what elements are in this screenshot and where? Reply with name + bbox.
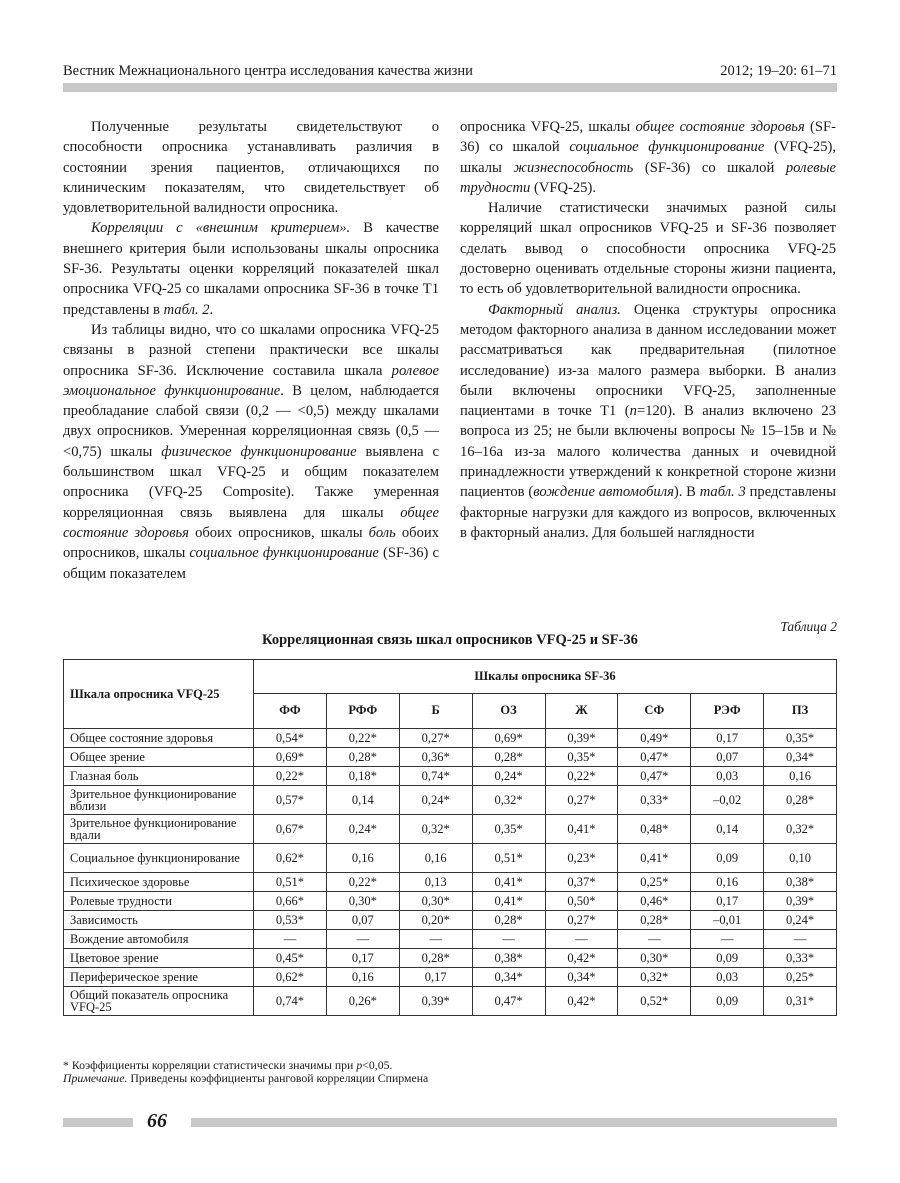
table-label: Таблица 2: [780, 619, 837, 634]
value-cell: 0,10: [764, 844, 837, 873]
row-header-cell: Шкала опросника VFQ-25: [64, 660, 254, 729]
row-name-cell: Цветовое зрение: [64, 949, 254, 968]
value-cell: 0,41*: [618, 844, 691, 873]
value-cell: 0,17: [691, 729, 764, 748]
table-reference: табл. 2: [163, 301, 210, 318]
value-cell: 0,24*: [399, 786, 472, 815]
value-cell: 0,22*: [326, 729, 399, 748]
value-cell: 0,22*: [326, 873, 399, 892]
row-name-cell: Общий показатель опросника VFQ-25: [64, 987, 254, 1016]
value-cell: 0,47*: [472, 987, 545, 1016]
value-cell: 0,25*: [618, 873, 691, 892]
value-cell: 0,07: [691, 748, 764, 767]
value-cell: 0,41*: [472, 892, 545, 911]
value-cell: 0,35*: [472, 815, 545, 844]
value-cell: 0,42*: [545, 987, 618, 1016]
value-cell: 0,20*: [399, 911, 472, 930]
header-rule: [63, 83, 837, 92]
value-cell: 0,27*: [545, 911, 618, 930]
value-cell: 0,18*: [326, 767, 399, 786]
value-cell: —: [691, 930, 764, 949]
value-cell: 0,62*: [254, 844, 327, 873]
value-cell: 0,30*: [326, 892, 399, 911]
column-header: ПЗ: [764, 693, 837, 728]
value-cell: 0,51*: [472, 844, 545, 873]
value-cell: 0,28*: [764, 786, 837, 815]
row-name-cell: Зрительное функционирование вблизи: [64, 786, 254, 815]
value-cell: —: [472, 930, 545, 949]
value-cell: 0,38*: [764, 873, 837, 892]
running-header: [63, 60, 837, 80]
value-cell: 0,35*: [545, 748, 618, 767]
value-cell: 0,16: [326, 968, 399, 987]
table-row: [64, 815, 837, 844]
value-cell: 0,67*: [254, 815, 327, 844]
value-cell: 0,41*: [472, 873, 545, 892]
value-cell: 0,17: [691, 892, 764, 911]
value-cell: 0,16: [691, 873, 764, 892]
value-cell: 0,74*: [254, 987, 327, 1016]
value-cell: —: [618, 930, 691, 949]
footer-rule-right: [191, 1118, 837, 1127]
table-row: [64, 729, 837, 748]
value-cell: 0,03: [691, 767, 764, 786]
value-cell: 0,23*: [545, 844, 618, 873]
value-cell: 0,74*: [399, 767, 472, 786]
table-row: [64, 968, 837, 987]
column-header: РФФ: [326, 693, 399, 728]
row-name-cell: Периферическое зрение: [64, 968, 254, 987]
paragraph: Факторный анализ. Оценка структуры опросника методом факторного анализа в данном исследовании может рассматриваться как предварительная (пилотное исследование) из-за малого размера выборки. В анализ были включены опросники VFQ-25, заполненные пациентами в точке Т1 (n=120). В анализ включено 23 вопроса из 25; не были включены вопросы № 15–15в и № 16–16а из-за малого количества данных и очевидной принадлежности утверждений к конкретной стороне жизни пациентов (вождение автомобиля). В табл. 3 представлены факторные нагрузки для каждого из вопросов, включенных в факторный анализ. Для большей наглядности: [460, 301, 837, 541]
value-cell: 0,46*: [618, 892, 691, 911]
footnote: * Коэффициенты корреляции статистически значимы при p<0,05.: [63, 1058, 393, 1072]
value-cell: 0,32*: [472, 786, 545, 815]
value-cell: 0,03: [691, 968, 764, 987]
value-cell: 0,24*: [326, 815, 399, 844]
value-cell: 0,69*: [254, 748, 327, 767]
value-cell: 0,37*: [545, 873, 618, 892]
row-name-cell: Ролевые трудности: [64, 892, 254, 911]
value-cell: —: [254, 930, 327, 949]
value-cell: 0,33*: [764, 949, 837, 968]
value-cell: 0,50*: [545, 892, 618, 911]
value-cell: 0,09: [691, 949, 764, 968]
value-cell: 0,28*: [472, 748, 545, 767]
value-cell: 0,27*: [545, 786, 618, 815]
column-header: ОЗ: [472, 693, 545, 728]
value-cell: 0,32*: [618, 968, 691, 987]
value-cell: 0,32*: [764, 815, 837, 844]
row-name-cell: Психическое здоровье: [64, 873, 254, 892]
table-reference: табл. 3: [699, 484, 746, 501]
value-cell: 0,14: [691, 815, 764, 844]
value-cell: 0,48*: [618, 815, 691, 844]
value-cell: 0,13: [399, 873, 472, 892]
value-cell: 0,25*: [764, 968, 837, 987]
value-cell: 0,28*: [472, 911, 545, 930]
value-cell: 0,53*: [254, 911, 327, 930]
table-row: [64, 873, 837, 892]
table-notes: [63, 1059, 428, 1085]
paragraph: Наличие статистически значимых разной силы корреляций шкал опросников VFQ-25 и SF-36 позволяет сделать вывод о способности опросника VFQ-25 достоверно оценивать отдельные стороны жизни пациента, то есть об удовлетворительной валидности опросника.: [460, 200, 836, 298]
paragraph: Из таблицы видно, что со шкалами опросника VFQ-25 связаны в разной степени практически все шкалы опросника SF-36. Исключение составила шкала ролевое эмоциональное функционирование. В целом, наблюдается преобладание слабой связи (0,2 — <0,5) между шкалами двух опросников. Умеренная корреляционная связь (0,5 — <0,75) шкалы физическое функционирование выявлена с большинством шкал VFQ-25 и общим показателем опросника (VFQ-25 Composite). Также умеренная корреляционная связь выявлена для шкалы общее состояние здоровья обоих опросников, шкалы боль обоих опросников, шкалы социальное функционирование (SF-36) с общим показателем: [63, 321, 439, 582]
value-cell: 0,45*: [254, 949, 327, 968]
value-cell: 0,24*: [764, 911, 837, 930]
column-header: СФ: [618, 693, 691, 728]
row-name-cell: Социальное функционирование: [64, 844, 254, 873]
page-footer: [63, 1110, 837, 1132]
value-cell: 0,34*: [472, 968, 545, 987]
table-header-row: [64, 660, 837, 694]
table-row: [64, 987, 837, 1016]
value-cell: 0,28*: [399, 949, 472, 968]
table-row: [64, 892, 837, 911]
value-cell: 0,28*: [326, 748, 399, 767]
table-row: [64, 844, 837, 873]
group-header-cell: Шкалы опросника SF-36: [254, 660, 837, 694]
correlation-table: [63, 659, 837, 1016]
value-cell: 0,35*: [764, 729, 837, 748]
value-cell: 0,39*: [399, 987, 472, 1016]
value-cell: 0,26*: [326, 987, 399, 1016]
value-cell: 0,16: [326, 844, 399, 873]
value-cell: 0,39*: [545, 729, 618, 748]
section-heading: Факторный анализ.: [488, 301, 621, 318]
value-cell: 0,09: [691, 844, 764, 873]
value-cell: 0,47*: [618, 748, 691, 767]
table-row: [64, 786, 837, 815]
value-cell: —: [545, 930, 618, 949]
value-cell: 0,39*: [764, 892, 837, 911]
left-column: [63, 117, 439, 584]
value-cell: 0,69*: [472, 729, 545, 748]
row-name-cell: Глазная боль: [64, 767, 254, 786]
value-cell: 0,32*: [399, 815, 472, 844]
right-column: [460, 117, 836, 543]
value-cell: 0,47*: [618, 767, 691, 786]
value-cell: 0,16: [399, 844, 472, 873]
value-cell: 0,22*: [545, 767, 618, 786]
value-cell: 0,62*: [254, 968, 327, 987]
column-header: Ж: [545, 693, 618, 728]
value-cell: 0,17: [399, 968, 472, 987]
column-header: РЭФ: [691, 693, 764, 728]
footer-rule-left: [63, 1118, 133, 1127]
table-row: [64, 767, 837, 786]
value-cell: 0,14: [326, 786, 399, 815]
table-title: Корреляционная связь шкал опросников VFQ-25 и SF-36: [262, 632, 638, 648]
row-name-cell: Общее состояние здоровья: [64, 729, 254, 748]
paragraph: опросника VFQ-25, шкалы общее состояние здоровья (SF-36) со шкалой социальное функционирование (VFQ-25), шкалы жизнеспособность (SF-36) со шкалой ролевые трудности (VFQ-25).: [460, 119, 836, 196]
value-cell: 0,24*: [472, 767, 545, 786]
value-cell: 0,22*: [254, 767, 327, 786]
value-cell: 0,31*: [764, 987, 837, 1016]
value-cell: 0,07: [326, 911, 399, 930]
value-cell: –0,01: [691, 911, 764, 930]
row-name-cell: Вождение автомобиля: [64, 930, 254, 949]
value-cell: —: [764, 930, 837, 949]
value-cell: 0,51*: [254, 873, 327, 892]
value-cell: 0,30*: [399, 892, 472, 911]
page-number: 66: [147, 1110, 167, 1132]
value-cell: 0,28*: [618, 911, 691, 930]
table-row: [64, 748, 837, 767]
value-cell: 0,34*: [764, 748, 837, 767]
value-cell: 0,41*: [545, 815, 618, 844]
value-cell: —: [326, 930, 399, 949]
value-cell: 0,57*: [254, 786, 327, 815]
value-cell: 0,16: [764, 767, 837, 786]
column-header: ФФ: [254, 693, 327, 728]
value-cell: 0,17: [326, 949, 399, 968]
table-row: [64, 911, 837, 930]
paragraph: Корреляции с «внешним критерием». В качестве внешнего критерия были использованы шкалы опросника SF-36. Результаты оценки корреляций показателей шкал опросника VFQ-25 со шкалами опросника SF-36 в точке Т1 представлены в табл. 2.: [63, 220, 439, 318]
value-cell: 0,33*: [618, 786, 691, 815]
issue-info: 2012; 19–20: 61–71: [720, 63, 837, 79]
value-cell: 0,49*: [618, 729, 691, 748]
value-cell: 0,27*: [399, 729, 472, 748]
table-row: [64, 930, 837, 949]
table-row: [64, 949, 837, 968]
row-name-cell: Зрительное функционирование вдали: [64, 815, 254, 844]
value-cell: 0,38*: [472, 949, 545, 968]
journal-title: Вестник Межнационального центра исследования качества жизни: [63, 63, 473, 79]
row-name-cell: Общее зрение: [64, 748, 254, 767]
value-cell: 0,36*: [399, 748, 472, 767]
section-heading: Корреляции с «внешним критерием».: [91, 220, 351, 237]
note: Примечание. Приведены коэффициенты ранговой корреляции Спирмена: [63, 1071, 429, 1085]
row-name-cell: Зависимость: [64, 911, 254, 930]
column-header: Б: [399, 693, 472, 728]
value-cell: 0,42*: [545, 949, 618, 968]
value-cell: 0,09: [691, 987, 764, 1016]
value-cell: 0,54*: [254, 729, 327, 748]
value-cell: 0,34*: [545, 968, 618, 987]
value-cell: 0,66*: [254, 892, 327, 911]
value-cell: 0,30*: [618, 949, 691, 968]
value-cell: —: [399, 930, 472, 949]
paragraph: Полученные результаты свидетельствуют о способности опросника устанавливать различия в состоянии зрения пациентов, отличающихся по клиническим показателям, что свидетельствует об удовлетворительной валидности опросника.: [63, 119, 439, 217]
value-cell: 0,52*: [618, 987, 691, 1016]
value-cell: –0,02: [691, 786, 764, 815]
